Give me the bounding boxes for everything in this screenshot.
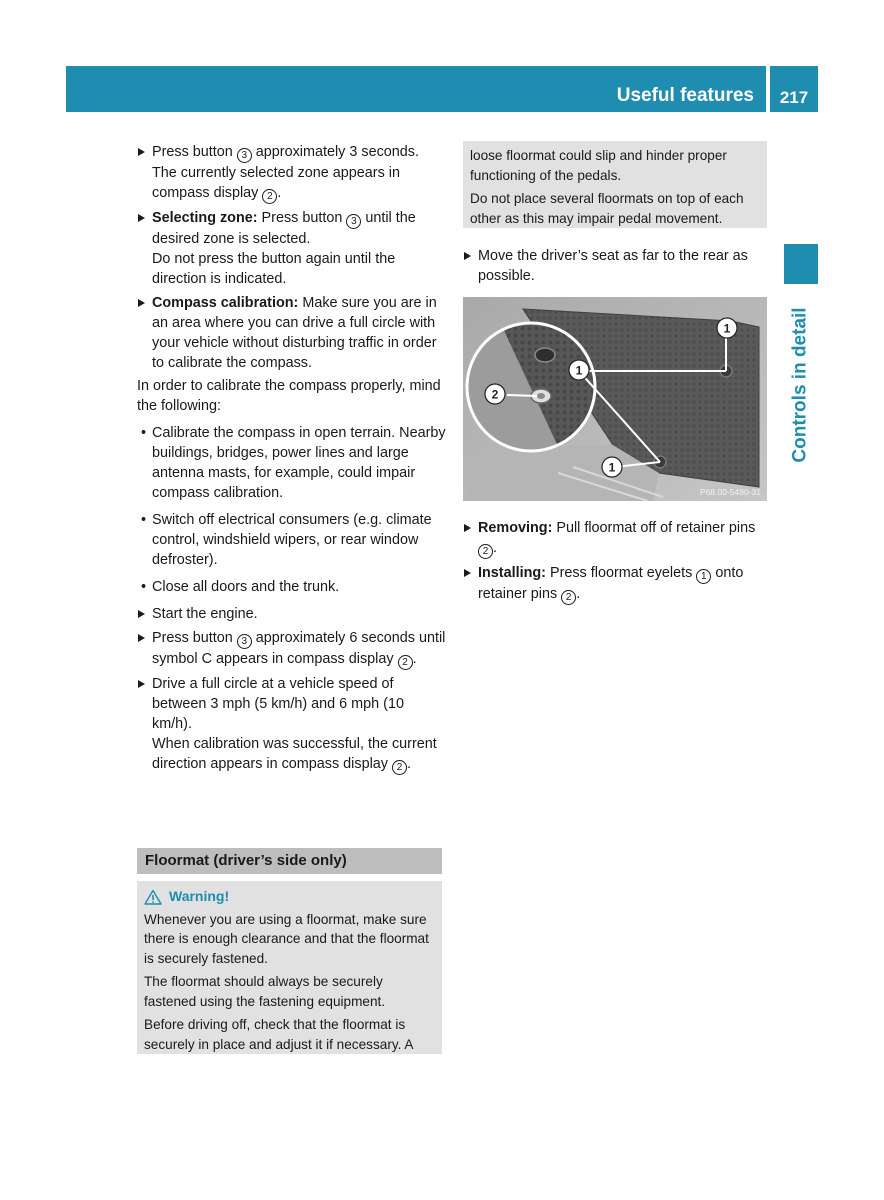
warning-paragraph: Before driving off, check that the floormat is securely in place and adjust it if necessary. A [144, 1017, 414, 1052]
page-number: 217 [770, 66, 818, 112]
warning-paragraph: loose floormat could slip and hinder proper functioning of the pedals. [470, 148, 727, 183]
warning-paragraph: Whenever you are using a floormat, make sure there is enough clearance and that the floormat is securely fastened. [144, 911, 429, 966]
step-press-button-6s: Press button 3 approximately 6 seconds until symbol C appears in compass display 2 . [137, 628, 447, 670]
callout-2: 2 [561, 590, 576, 605]
left-column [137, 142, 447, 779]
warning-triangle-icon [144, 889, 162, 905]
svg-text:1: 1 [723, 321, 731, 336]
svg-text:2: 2 [491, 387, 499, 402]
step-press-button-3s: Press button 3 approximately 3 seconds. The currently selected zone appears in compass display 2 . [137, 142, 447, 204]
callout-3: 3 [237, 148, 252, 163]
right-step-group [463, 518, 773, 609]
bullet-item: • Calibrate the compass in open terrain. Nearby buildings, bridges, power lines and large antenna masts, for example, could impair compass calibration. [137, 423, 447, 503]
callout-2: 2 [262, 189, 277, 204]
floormat-heading: Floormat (driver’s side only) [137, 848, 442, 874]
right-step-group [463, 246, 773, 290]
bullet-item: • Switch off electrical consumers (e.g. climate control, windshield wipers, or rear window defroster). [137, 510, 447, 570]
step-selecting-zone: Selecting zone: Press button 3 until the desired zone is selected. Do not press the button again until the direction is indicated. [137, 208, 447, 289]
callout-2: 2 [478, 544, 493, 559]
header-bar [66, 66, 766, 112]
chapter-title: Controls in detail [790, 307, 811, 463]
floormat-photo [463, 297, 767, 501]
step-note: Do not press the button again until the direction is indicated. [152, 251, 396, 287]
calibration-intro: In order to calibrate the compass properly, mind the following: [137, 378, 441, 414]
callout-1 [602, 457, 622, 477]
callout-2 [485, 384, 505, 404]
callout-1 [569, 360, 589, 380]
svg-text:1: 1 [608, 460, 616, 475]
step-move-seat: Move the driver’s seat as far to the rear as possible. [463, 246, 773, 286]
step-installing: Installing: Press floormat eyelets 1 onto retainer pins 2 . [463, 563, 773, 605]
callout-1: 1 [696, 569, 711, 584]
callout-3: 3 [237, 634, 252, 649]
callout-3: 3 [346, 214, 361, 229]
warning-box [137, 881, 442, 1054]
step-drive-circle: Drive a full circle at a vehicle speed of between 3 mph (5 km/h) and 6 mph (10 km/h). When calibration was successful, the current direction appears in compass display 2 . [137, 674, 447, 775]
section-title: Useful features [616, 85, 754, 106]
chapter-tab-marker [784, 244, 818, 284]
svg-text:1: 1 [575, 363, 583, 378]
step-removing: Removing: Pull floormat off of retainer pins 2 . [463, 518, 773, 559]
chapter-tab [784, 300, 818, 470]
warning-continuation-box [463, 141, 767, 228]
step-start-engine: Start the engine. [137, 604, 447, 624]
callout-2: 2 [392, 760, 407, 775]
step-compass-calibration: Compass calibration: Make sure you are in an area where you can drive a full circle with your vehicle without disturbing traffic in order to calibrate the compass. [137, 293, 447, 373]
warning-title: Warning! [144, 887, 435, 907]
figure-code: P68.00-5480-31 [700, 487, 761, 497]
bullet-item: • Close all doors and the trunk. [137, 577, 447, 597]
warning-paragraph: Do not place several floormats on top of each other as this may impair pedal movement. [470, 191, 744, 226]
callout-2: 2 [398, 655, 413, 670]
warning-paragraph: The floormat should always be securely fastened using the fastening equipment. [144, 974, 386, 1009]
callout-1 [717, 318, 737, 338]
